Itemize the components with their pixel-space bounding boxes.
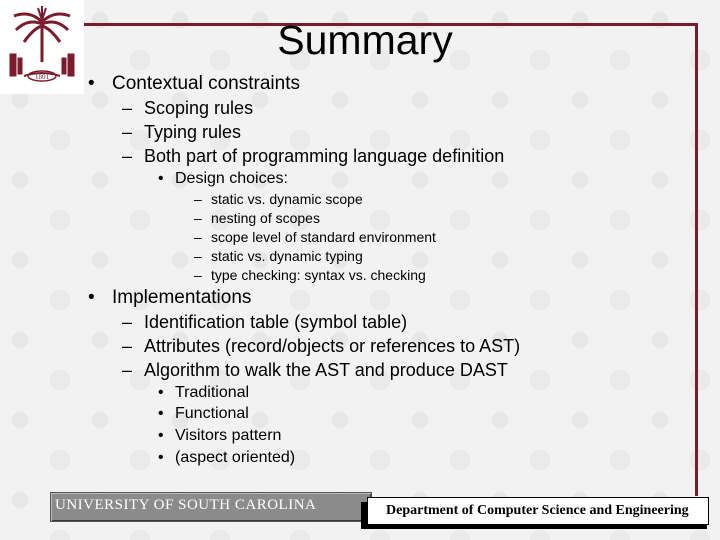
bullet-text: Implementations — [112, 287, 252, 308]
design-choice-item — [194, 266, 426, 285]
dash-marker: – — [122, 146, 133, 166]
design-choice-item — [194, 247, 363, 266]
bullet-text: Traditional — [175, 384, 250, 401]
bullet-marker: • — [158, 384, 164, 401]
bullet-text: Identification table (symbol table) — [144, 312, 408, 332]
dash-marker: – — [122, 122, 133, 142]
algorithm-option — [158, 425, 281, 447]
sub-bullet-scoping-rules — [122, 96, 253, 120]
bullet-marker: • — [158, 405, 164, 422]
sub-bullet-typing-rules — [122, 120, 241, 144]
bullet-text: Scoping rules — [144, 98, 254, 118]
bullet-marker: • — [88, 287, 95, 308]
dash-marker: – — [194, 191, 202, 207]
bullet-text: Contextual constraints — [112, 73, 300, 94]
bullet-text: Functional — [175, 405, 249, 422]
bullet-text: static vs. dynamic typing — [211, 248, 363, 264]
algorithm-option — [158, 382, 249, 404]
bullet-text: Both part of programming language definition — [144, 146, 505, 166]
dash-marker: – — [194, 267, 202, 283]
bullet-marker: • — [88, 73, 95, 94]
dash-marker: – — [194, 248, 202, 264]
algorithm-option — [158, 447, 295, 469]
dash-marker: – — [122, 336, 133, 356]
bullet-text: Typing rules — [144, 122, 242, 142]
footer-university — [50, 492, 372, 522]
bullet-text: type checking: syntax vs. checking — [211, 267, 426, 283]
sub-bullet-design-choices — [158, 168, 288, 190]
sub-bullet-both-part — [122, 144, 504, 168]
bullet-text: scope level of standard environment — [211, 229, 436, 245]
bullet-text: (aspect oriented) — [175, 449, 296, 466]
footer-department — [367, 497, 709, 525]
dash-marker: – — [194, 210, 202, 226]
sub-bullet-algorithm — [122, 358, 508, 382]
bullet-text: static vs. dynamic scope — [211, 191, 363, 207]
bullet-text: Algorithm to walk the AST and produce DAST — [144, 360, 508, 380]
bullet-text: Visitors pattern — [175, 427, 282, 444]
dash-marker: – — [122, 360, 133, 380]
bullet-contextual-constraints — [88, 72, 300, 96]
dash-marker: – — [194, 229, 202, 245]
slide-title: Summary — [277, 17, 453, 63]
svg-text:1801: 1801 — [35, 73, 49, 81]
bullet-marker: • — [158, 427, 164, 444]
design-choice-item — [194, 190, 363, 209]
university-name: UNIVERSITY OF SOUTH CAROLINA — [55, 497, 317, 513]
bullet-marker: • — [158, 170, 164, 187]
design-choice-item — [194, 209, 320, 228]
algorithm-option — [158, 403, 249, 425]
dash-marker: – — [122, 98, 133, 118]
design-choice-item — [194, 228, 436, 247]
bullet-implementations — [88, 286, 251, 310]
bullet-text: Design choices: — [175, 170, 288, 187]
bullet-text: nesting of scopes — [211, 210, 320, 226]
dash-marker: – — [122, 312, 133, 332]
sub-bullet-identification-table — [122, 310, 407, 334]
bullet-marker: • — [158, 449, 164, 466]
bullet-text: Attributes (record/objects or references to AST) — [144, 336, 521, 356]
department-name: Department of Computer Science and Engineering — [386, 503, 689, 518]
sub-bullet-attributes — [122, 334, 520, 358]
university-logo — [0, 0, 84, 94]
